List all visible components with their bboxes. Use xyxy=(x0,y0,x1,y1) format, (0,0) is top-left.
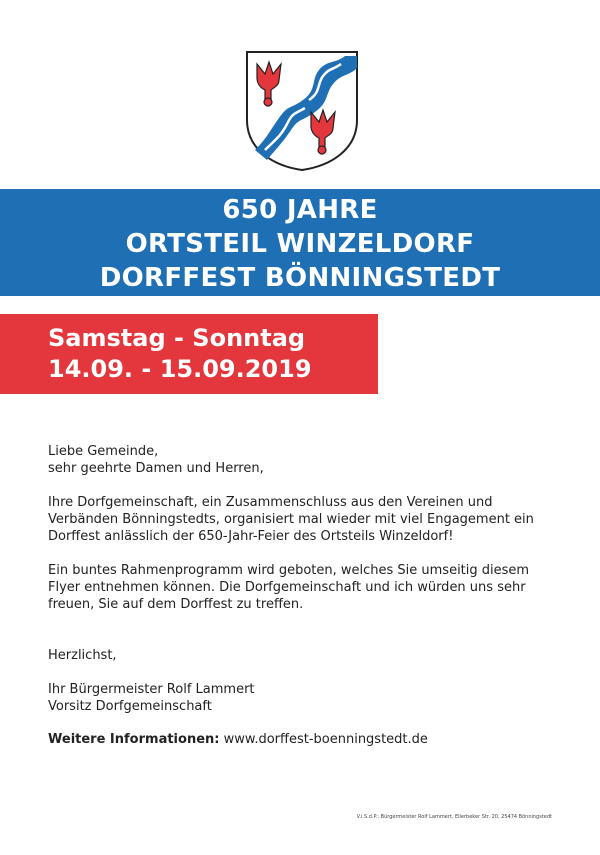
headline-banner xyxy=(0,189,600,296)
website-link[interactable]: www.dorffest-boenningstedt.de xyxy=(223,732,428,747)
paragraph-1-line-2: Verbänden Bönningstedts, organisiert mal wieder mit viel Engagement ein xyxy=(48,512,534,527)
more-info xyxy=(48,731,428,748)
paragraph-2-line-1: Ein buntes Rahmenprogramm wird geboten, welches Sie umseitig diesem xyxy=(48,563,530,578)
paragraph-1-line-3: Dorffest anlässlich der 650-Jahr-Feier des Ortsteils Winzeldorf! xyxy=(48,529,454,544)
signature-line-2: Vorsitz Dorfgemeinschaft xyxy=(48,699,212,714)
greeting-line-1: Liebe Gemeinde, xyxy=(48,444,159,459)
headline-line-1: 650 JAHRE xyxy=(222,195,378,225)
paragraph-1-line-1: Ihre Dorfgemeinschaft, ein Zusammenschluss aus den Vereinen und xyxy=(48,495,493,510)
headline-line-2: ORTSTEIL WINZELDORF xyxy=(125,229,475,259)
paragraph-2-line-2: Flyer entnehmen können. Die Dorfgemeinschaft und ich würden uns sehr xyxy=(48,580,526,595)
imprint: V.i.S.d.P.: Bürgermeister Rolf Lammert, Ellerbeker Str. 20, 25474 Bönningstedt xyxy=(356,814,552,820)
paragraph-2-line-3: freuen, Sie auf dem Dorffest zu treffen. xyxy=(48,597,304,612)
headline-line-3: DORFFEST BÖNNINGSTEDT xyxy=(99,263,501,293)
date-banner xyxy=(0,314,378,394)
coat-of-arms-icon xyxy=(245,50,359,172)
closing: Herzlichst, xyxy=(48,648,117,663)
signature-line-1: Ihr Bürgermeister Rolf Lammert xyxy=(48,682,255,697)
greeting-line-2: sehr geehrte Damen und Herren, xyxy=(48,461,264,476)
more-info-label: Weitere Informationen: xyxy=(48,732,220,747)
letter-body xyxy=(48,443,568,715)
date-range: 14.09. - 15.09.2019 xyxy=(48,355,312,383)
date-days: Samstag - Sonntag xyxy=(48,324,306,352)
